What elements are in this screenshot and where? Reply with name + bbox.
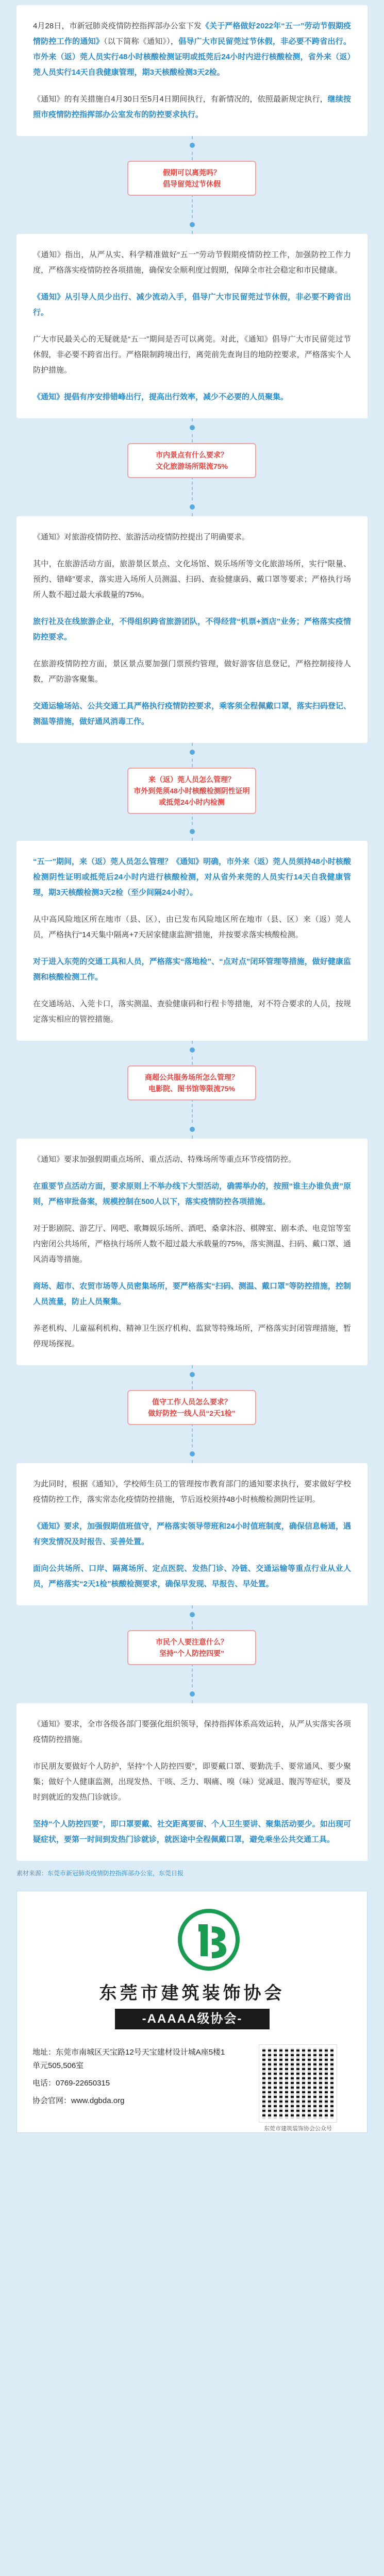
intro-paragraph-1 bbox=[33, 19, 351, 80]
paragraph: 养老机构、儿童福利机构、精神卫生医疗机构、监狱等特殊场所，严格落实封闭管理措施，暂停现场探视。 bbox=[33, 1324, 351, 1348]
paragraph bbox=[33, 614, 351, 645]
section-answer: 文化旅游场所限流75% bbox=[155, 462, 228, 470]
highlight-text: 商场、超市、农贸市场等人员密集场所，要严格落实“扫码、测温、戴口罩”等防控措施，控制人员流量，防止人员聚集。 bbox=[33, 1282, 351, 1306]
section-4-card bbox=[16, 1139, 368, 1365]
paragraph bbox=[33, 699, 351, 730]
section-badge bbox=[127, 768, 256, 814]
highlight-text: 《通知》提倡有序安排错峰出行，提高出行效率，减少不必要的人员聚集。 bbox=[33, 393, 289, 401]
paragraph: 对于影剧院、游艺厅、网吧、歌舞娱乐场所、酒吧、桑拿沐浴、棋牌室、剧本杀、电竞馆等室内密闭公共场所，严格执行场所人数不超过最大承载量的75%，落实测温、扫码、戴口罩、通风消毒等措施。 bbox=[33, 1224, 351, 1264]
section-question: 来（返）莞人员怎么管理？ bbox=[148, 775, 235, 784]
source-note bbox=[16, 1861, 368, 1886]
paragraph bbox=[33, 854, 351, 901]
website-link[interactable]: www.dgbda.org bbox=[71, 2096, 125, 2105]
paragraph bbox=[33, 1179, 351, 1210]
qr-code-icon bbox=[259, 2045, 337, 2122]
source-label: 素材来源： bbox=[16, 1870, 48, 1877]
section-badge bbox=[127, 161, 256, 196]
paragraph: 为此同时，根据《通知》，学校师生员工的管理按市教育部门的通知要求执行，要求做好学校疫情防控工作，落实常态化疫情防控措施，节后返校须持48小时核酸检测阴性证明。 bbox=[33, 1480, 351, 1504]
section-4-header bbox=[0, 1041, 384, 1139]
section-5-header bbox=[0, 1365, 384, 1463]
paragraph: 市民朋友要做好个人防护，坚持“个人防控四要”，即要戴口罩、要勤洗手、要常通风、要少聚集；做好个人健康监测，出现发热、干咳、乏力、咽痛、嗅（味）觉减退、腹泻等症状，要及时到就近的发热门诊就诊。 bbox=[33, 1762, 351, 1802]
address-label: 地址： bbox=[32, 2048, 56, 2057]
section-question: 市民个人要注意什么？ bbox=[156, 1638, 228, 1646]
paragraph: 其中，在旅游活动方面，旅游景区景点、文化场馆、娱乐场所等文化旅游场所，实行“限量、预约、错峰”要求，落实进入场所人员测温、扫码、查验健康码、戴口罩等要求；严格执行场所人数不超过最大承载量的75%。 bbox=[33, 560, 351, 599]
section-question: 商超公共服务场所怎么管理？ bbox=[145, 1073, 239, 1081]
notice-title: 《关于严格做好2022年“五一”劳动节假期疫情防控工作的通知》 bbox=[33, 22, 352, 46]
paragraph: 《通知》要求，全市各级各部门要强化组织领导，保持指挥体系高效运转，从严从实落实各项疫情防控措施。 bbox=[33, 1720, 351, 1744]
address-row bbox=[32, 2046, 228, 2073]
intro-text: 《通知》的有关措施自4月30日至5月4日期间执行，有新情况的，依照最新规定执行， bbox=[33, 95, 328, 104]
association-contact bbox=[32, 2046, 228, 2112]
highlight-text: 对于进入东莞的交通工具和人员，严格落实“落地检”、“点对点”闭环管理等措施，做好健康监测和核酸检测工作。 bbox=[33, 957, 351, 981]
intro-text: （以下简称《通知》）， bbox=[104, 37, 179, 46]
section-3-header bbox=[0, 743, 384, 841]
association-logo-icon bbox=[178, 1909, 240, 1971]
section-answer: 坚持“个人防控四要” bbox=[159, 1649, 224, 1657]
association-name: 东莞市建筑装饰协会 bbox=[99, 1984, 285, 2003]
section-answer: 市外到莞须48小时核酸检测阴性证明或抵莞24小时内检测 bbox=[133, 787, 250, 806]
intro-text: 4月28日，市新冠肺炎疫情防控指挥部办公室下发 bbox=[33, 22, 202, 30]
section-badge bbox=[127, 443, 256, 478]
section-3-card bbox=[16, 841, 368, 1041]
section-answer: 电影院、图书馆等限流75% bbox=[148, 1084, 236, 1093]
paragraph: 在交通场站、入莞卡口，落实测温、查验健康码和行程卡等措施，对不符合要求的人员，按规定落实相应的管控措施。 bbox=[33, 999, 351, 1024]
highlight-text: 《通知》从引导人员少出行、减少流动入手，倡导广大市民留莞过节休假，非必要不跨省出行。 bbox=[33, 293, 351, 317]
paragraph: 从中高风险地区所在地市（县、区），由已发布风险地区所在地市（县、区）来（返）莞人员，严格执行“14天集中隔离+7天居家健康监测”措施，并按要求落实核酸检测。 bbox=[33, 915, 351, 939]
paragraph bbox=[33, 1279, 351, 1310]
phone-label: 电话： bbox=[32, 2079, 56, 2088]
section-2-card bbox=[16, 516, 368, 743]
section-2-header bbox=[0, 418, 384, 516]
website-label: 协会官网： bbox=[32, 2096, 72, 2105]
intro-paragraph-2 bbox=[33, 92, 351, 123]
phone-row bbox=[32, 2077, 228, 2090]
section-question: 假期可以离莞吗？ bbox=[163, 168, 221, 177]
address-value: 东莞市南城区天宝路12号天宝建材设计城A座5楼1单元505,506室 bbox=[32, 2048, 225, 2070]
paragraph bbox=[33, 1561, 351, 1592]
paragraph bbox=[33, 389, 351, 405]
association-grade-badge: -AAAAA级协会- bbox=[115, 2009, 270, 2029]
section-6-header bbox=[0, 1605, 384, 1703]
paragraph bbox=[33, 290, 351, 320]
intro-highlight: 倡导广大市民留莞过节休假，非必要不跨省出行。市外来（返）莞人员实行48小时核酸检测证明或抵莞后24小时内进行核酸检测，省外来（返）莞人员实行14天自我健康管理，期3天核酸检测3天2检。 bbox=[33, 37, 351, 77]
section-question: 市内景点有什么要求？ bbox=[156, 451, 228, 459]
highlight-text: 坚持“个人防控四要”，即口罩要戴、社交距离要留、个人卫生要讲、聚集活动要少。如出现可疑症状，要第一时间到发热门诊就诊，就医途中全程佩戴口罩，避免乘坐公共交通工具。 bbox=[33, 1820, 351, 1844]
intro-card bbox=[16, 5, 368, 136]
section-answer: 倡导留莞过节休假 bbox=[163, 180, 221, 188]
paragraph: 广大市民最关心的无疑就是“五一”期间是否可以离莞。对此，《通知》倡导广大市民留莞过节休假，非必要不跨省出行。严格限制跨境出行，离莞前先查询目的地防控要求，严格落实个人防护措施。 bbox=[33, 335, 351, 375]
section-badge bbox=[127, 1630, 256, 1665]
highlight-text: “五一”期间，来（返）莞人员怎么管理？《通知》明确，市外来（返）莞人员须持48小时核酸检测阴性证明或抵莞后24小时内进行核酸检测，对从省外来莞的人员实行14天自我健康管理，期3天核酸检测3天2检（至少间隔24小时）。 bbox=[33, 857, 351, 897]
section-badge bbox=[127, 1065, 256, 1100]
qr-caption: 东莞市建筑装饰协会公众号 bbox=[264, 2126, 332, 2132]
paragraph: 《通知》指出，从严从实、科学精准做好“五一”劳动节假期疫情防控工作，加强防控工作力度，严格落实疫情防控各项措施，确保安全顺利度过假期，保障全市社会稳定和市民健康。 bbox=[33, 250, 351, 275]
paragraph bbox=[33, 954, 351, 985]
highlight-text: 旅行社及在线旅游企业，不得组织跨省旅游团队，不得经营“机票+酒店”业务；严格落实疫情防控要求。 bbox=[33, 617, 351, 641]
highlight-text: 在重要节点活动方面，要求原则上不举办线下大型活动，确需举办的，按照“谁主办谁负责”原则，严格审批备案，规模控制在500人以下，落实疫情防控各项措施。 bbox=[33, 1182, 351, 1206]
source-text: 东莞市新冠肺炎疫情防控指挥部办公室，东莞日报 bbox=[47, 1870, 184, 1877]
paragraph bbox=[33, 1519, 351, 1550]
website-row bbox=[32, 2094, 228, 2108]
section-5-card bbox=[16, 1463, 368, 1605]
section-question: 值守工作人员怎么要求？ bbox=[152, 1398, 231, 1406]
intro-highlight: 继续按照市疫情防控指挥部办公室发布的防控要求执行。 bbox=[33, 95, 351, 119]
paragraph: 在旅游疫情防控方面，景区景点要加强门票预约管理，做好游客信息登记，严格控制接待人数，严防游客聚集。 bbox=[33, 659, 351, 684]
paragraph bbox=[33, 1817, 351, 1848]
section-badge bbox=[127, 1390, 256, 1425]
highlight-text: 交通运输场站、公共交通工具严格执行疫情防控要求，乘客须全程佩戴口罩，落实扫码登记、测温等措施，做好通风消毒工作。 bbox=[33, 702, 351, 726]
paragraph: 《通知》要求加强假期重点场所、重点活动、特殊场所等重点环节疫情防控。 bbox=[33, 1155, 296, 1164]
section-6-card bbox=[16, 1703, 368, 1861]
section-1-header bbox=[0, 136, 384, 234]
section-1-card bbox=[16, 234, 368, 418]
association-card bbox=[16, 1891, 368, 2133]
paragraph: 《通知》对旅游疫情防控、旅游活动疫情防控提出了明确要求。 bbox=[33, 533, 250, 541]
highlight-text: 《通知》要求，加强假期值班值守，严格落实领导带班和24小时值班制度，确保信息畅通，遇有突发情况及时报告、妥善处置。 bbox=[33, 1522, 351, 1546]
section-answer: 做好防控一线人员“2天1检” bbox=[148, 1409, 236, 1417]
highlight-text: 面向公共场所、口岸、隔离场所、定点医院、发热门诊、冷链、交通运输等重点行业从业人员，严格落实“2天1检”核酸检测要求，确保早发现、早报告、早处置。 bbox=[33, 1564, 351, 1588]
phone-value: 0769-22650315 bbox=[56, 2079, 110, 2088]
